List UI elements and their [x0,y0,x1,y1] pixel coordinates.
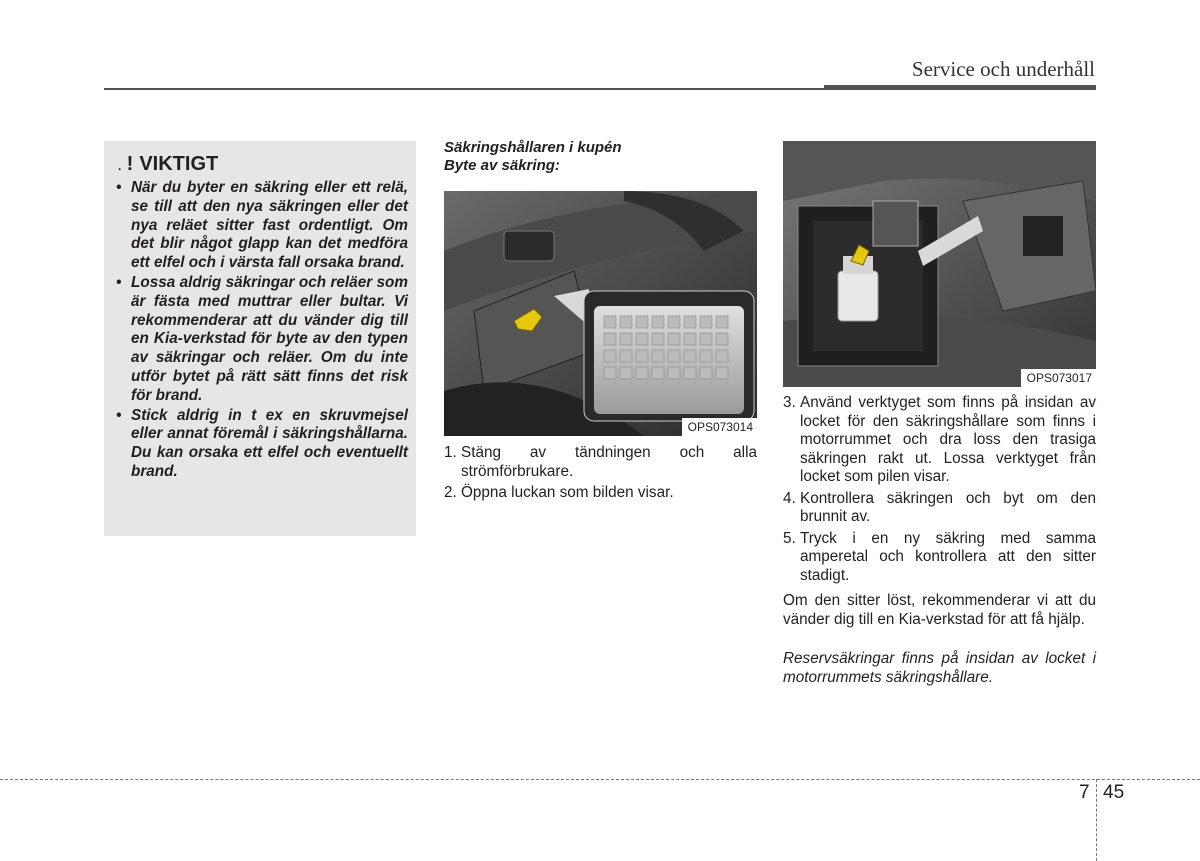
warning-item: • Stick aldrig in t ex en skruvmejsel eller annat föremål i säkringshållarna. Du kan orsaka ett elfel och eventuellt brand. [116,406,408,480]
warning-icon: . ! [118,153,135,175]
header-rule-accent [824,85,1096,90]
figure-label: OPS073017 [1021,369,1096,387]
step-item: 2. Öppna luckan som bilden visar. [444,484,674,501]
step-item: 3. Använd verktyget som finns på insidan av locket för den säkringshållare som finns i motorrummet och dra loss den trasiga säkringen rakt ut. Lossa verktyget från locket som pilen visar. [783,394,1096,485]
figure-engine-fuse-box [783,141,1096,387]
figure-interior-fuse-panel [444,191,757,436]
section-title-1: Säkringshållaren i kupén [444,139,622,156]
note-paragraph: Om den sitter löst, rekommenderar vi att du vänder dig till en Kia-verkstad för att få hjälp. [783,592,1096,628]
warning-heading-text: VIKTIGT [139,153,219,175]
interior-fuse-photo [444,191,757,436]
warning-box [104,141,416,536]
steps-list-left [444,444,757,506]
warning-item: • När du byter en säkring eller ett relä, se till att den nya säkringen eller det nya reläet sitter fast ordentligt. Om det blir något glapp kan det medföra ett elfel och i värsta fall orsaka brand. [116,179,408,272]
section-title-2: Byte av säkring: [444,157,560,174]
page-number: 45 [1103,782,1125,803]
note-italic-paragraph: Reservsäkringar finns på insidan av locket i motorrummets säkringshållare. [783,650,1096,686]
warning-list [114,179,408,483]
chapter-number: 7 [1079,782,1090,803]
warning-heading [118,153,218,176]
footer-divider [1096,779,1097,861]
engine-fuse-photo [783,141,1096,387]
steps-list-right [783,394,1096,588]
step-item: 5. Tryck i en ny säkring med samma amperetal och kontrollera att den sitter stadigt. [783,529,1096,584]
figure-label: OPS073014 [682,418,757,436]
step-item: 1. Stäng av tändningen och alla strömförbrukare. [444,444,757,480]
section-heading [444,139,757,175]
footer-rule [0,779,1200,780]
page-header-title: Service och underhåll [911,57,1095,81]
step-item: 4. Kontrollera säkringen och byt om den brunnit av. [783,489,1096,525]
warning-item: • Lossa aldrig säkringar och reläer som är fästa med muttrar eller bultar. Vi rekommenderar att du vänder dig till en Kia-verkstad för byte av den typen av säkringar och reläer. Om du inte utför bytet på rätt sätt finns det risk för brand. [116,273,408,404]
